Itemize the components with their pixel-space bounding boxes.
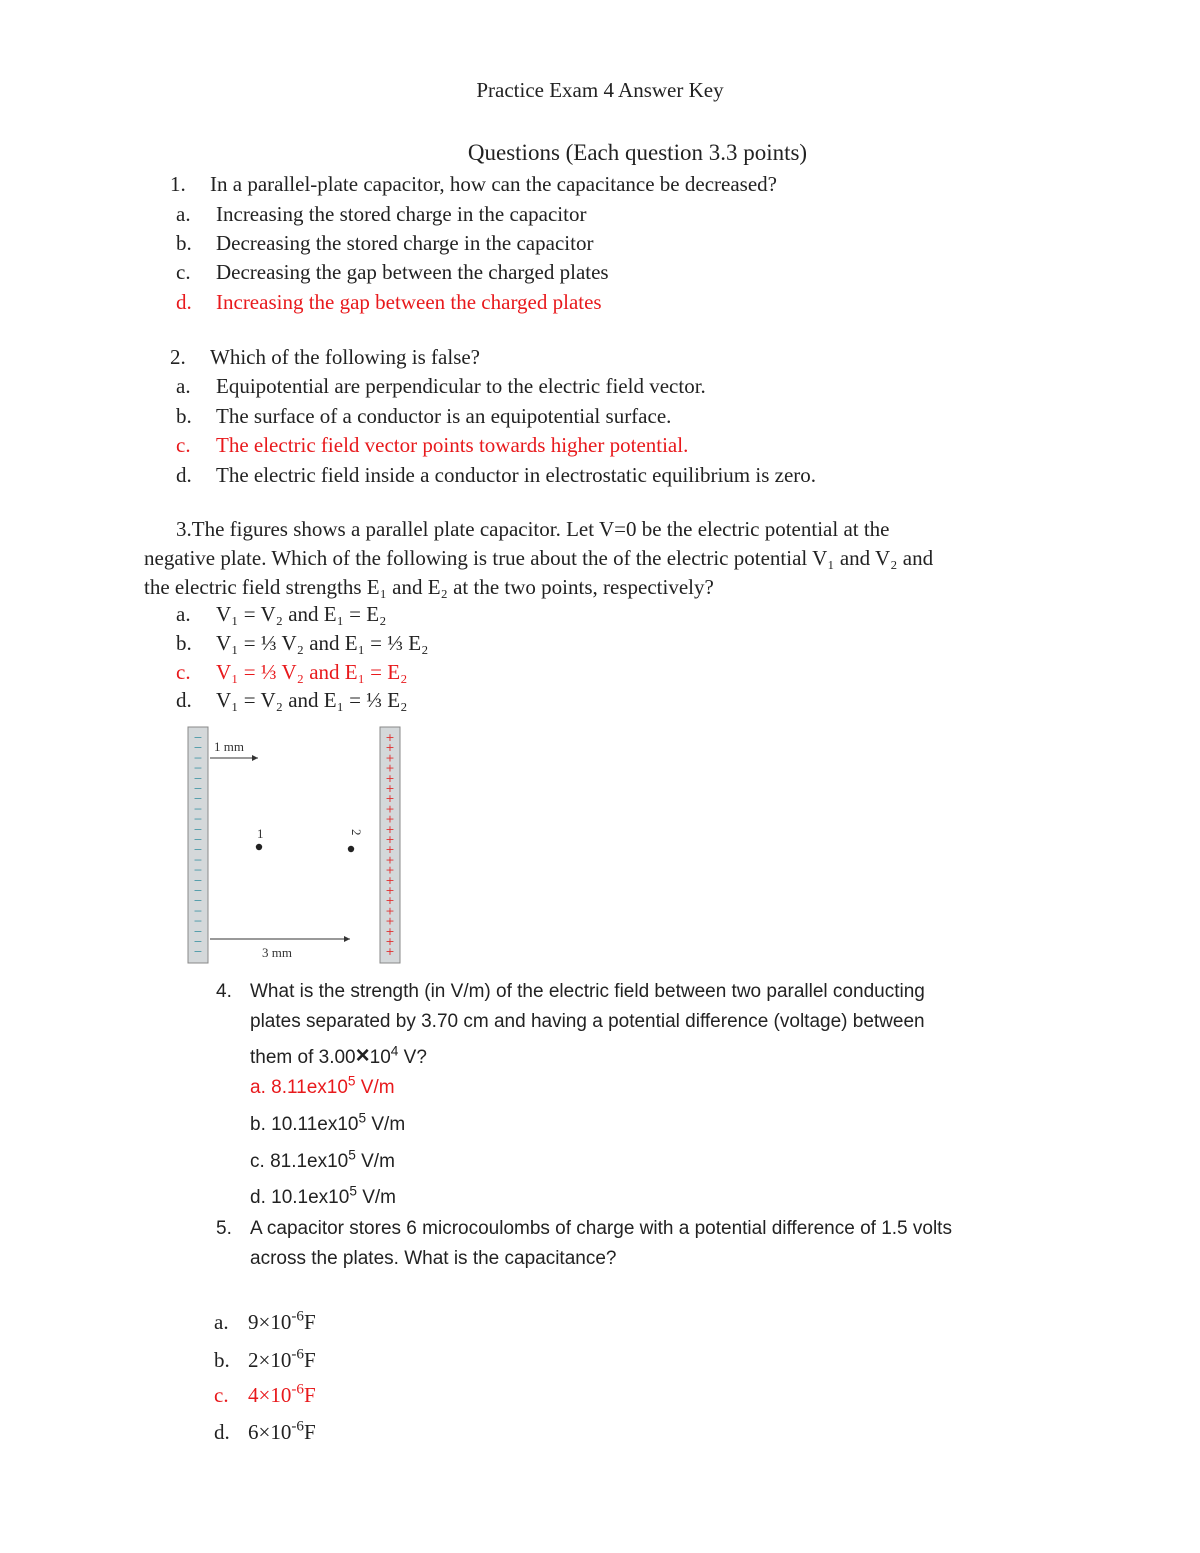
q2-option-c-correct [176, 431, 688, 459]
minus-icon: − [193, 904, 203, 918]
option-label: c. [176, 660, 191, 684]
option-exponent: -6 [291, 1308, 304, 1325]
question-number: 2. [170, 345, 186, 369]
option-unit: V/m [366, 1114, 406, 1135]
option-text: Increasing the gap between the charged plates [216, 290, 602, 314]
option-label: c. [176, 260, 191, 284]
q1-option-b [176, 229, 593, 257]
plus-icon: + [385, 761, 395, 775]
option-mantissa: 9×10 [248, 1310, 292, 1334]
minus-icon: − [193, 935, 203, 948]
plus-icon: + [385, 945, 395, 959]
plus-icon: + [385, 782, 395, 795]
minus-icon: − [193, 731, 203, 744]
option-unit: F [303, 1383, 316, 1407]
option-exponent: 5 [358, 1110, 367, 1126]
plus-icon: + [385, 904, 395, 918]
arrow-head-icon [252, 755, 258, 761]
minus-icon: − [193, 894, 203, 908]
minus-icon: − [193, 914, 203, 928]
option-exponent: 5 [347, 1073, 356, 1089]
option-mantissa: 10.1ex10 [271, 1187, 350, 1208]
option-label: a. [176, 374, 191, 398]
option-mantissa: 6×10 [248, 1420, 292, 1444]
q4-voltage-mantissa: them of 3.00 [250, 1047, 356, 1068]
minus-icon: − [193, 802, 203, 816]
q4-option-d [250, 1184, 396, 1212]
label-1mm: 1 mm [214, 739, 244, 754]
plus-icon: + [385, 843, 395, 857]
plus-icon: + [385, 741, 395, 755]
option-mantissa: 8.11ex10 [271, 1077, 348, 1098]
label-3mm: 3 mm [262, 945, 292, 960]
minus-icon: − [193, 843, 203, 857]
negative-signs [193, 731, 202, 958]
point-2-label: 2 [349, 829, 364, 836]
question-4-line-1: What is the strength (in V/m) of the electric field between two parallel conducting [250, 981, 925, 1002]
option-text: Increasing the stored charge in the capacitor [216, 202, 587, 226]
option-mantissa: 2×10 [248, 1348, 292, 1372]
plus-icon: + [385, 802, 395, 816]
option-mantissa: 81.1ex10 [270, 1151, 349, 1172]
minus-icon: − [193, 873, 203, 887]
option-label: b. [250, 1114, 266, 1135]
question-number: 5. [216, 1218, 232, 1239]
option-exponent: 5 [348, 1147, 356, 1163]
q3-option-d [176, 686, 407, 714]
question-4-line-2: plates separated by 3.70 cm and having a potential difference (voltage) between [250, 1011, 925, 1032]
question-5-line-1: A capacitor stores 6 microcoulombs of charge with a potential difference of 1.5 volts [250, 1218, 952, 1239]
option-label: b. [176, 231, 192, 255]
option-label: a. [214, 1310, 229, 1334]
minus-icon: − [193, 782, 203, 795]
option-exponent: -6 [291, 1346, 304, 1363]
q4-option-c [250, 1148, 395, 1176]
q4-option-b [250, 1111, 405, 1139]
option-unit: F [303, 1310, 316, 1334]
plus-icon: + [385, 873, 395, 887]
section-heading: Questions (Each question 3.3 points) [467, 140, 808, 165]
plus-icon: + [385, 853, 395, 867]
q4-voltage-base: 10 [369, 1047, 391, 1068]
q3-option-c-correct [176, 658, 407, 686]
option-mantissa: 4×10 [248, 1383, 292, 1407]
option-unit: F [303, 1420, 316, 1444]
q3-option-b [176, 629, 428, 657]
question-2 [170, 343, 480, 371]
option-text: The electric field inside a conductor in electrostatic equilibrium is zero. [216, 463, 817, 487]
minus-icon: − [193, 853, 203, 867]
option-text: Equipotential are perpendicular to the electric field vector. [216, 374, 706, 398]
q5-option-a [214, 1308, 316, 1336]
option-text: V₁ = V₂ and E₁ = E₂ [216, 602, 387, 626]
point-2 [348, 846, 354, 852]
capacitor-figure [184, 725, 404, 970]
q5-option-b [214, 1346, 316, 1374]
plus-icon: + [385, 935, 395, 948]
option-unit: V/m [356, 1187, 396, 1208]
q4-voltage-exponent: 4 [390, 1043, 399, 1059]
option-exponent: 5 [349, 1183, 357, 1199]
question-text: In a parallel-plate capacitor, how can the capacitance be decreased? [210, 172, 777, 196]
minus-icon: − [193, 741, 203, 755]
option-label: c. [250, 1151, 265, 1172]
plus-icon: + [385, 751, 395, 765]
option-text: The surface of a conductor is an equipotential surface. [216, 404, 672, 428]
option-text: The electric field vector points towards higher potential. [216, 433, 689, 457]
minus-icon: − [193, 884, 203, 897]
option-unit: F [303, 1348, 316, 1372]
question-5-line-2: across the plates. What is the capacitance? [250, 1248, 617, 1269]
minus-icon: − [193, 771, 203, 785]
q2-option-b [176, 402, 671, 430]
q5-option-d [214, 1418, 316, 1446]
q1-option-d-correct [176, 288, 602, 316]
q5-option-c-correct [214, 1381, 316, 1409]
option-label: d. [176, 463, 192, 487]
times-sign: × [355, 1042, 370, 1069]
option-exponent: -6 [291, 1418, 304, 1435]
option-label: b. [176, 631, 192, 655]
plus-icon: + [385, 894, 395, 908]
plus-icon: + [385, 771, 395, 785]
question-5 [216, 1215, 952, 1243]
minus-icon: − [193, 761, 203, 775]
question-1 [170, 170, 777, 198]
question-text: Which of the following is false? [210, 345, 481, 369]
plus-icon: + [385, 884, 395, 897]
question-4 [216, 978, 925, 1006]
arrow-head-icon [344, 936, 350, 942]
option-text: V₁ = ⅓ V₂ and E₁ = ⅓ E₂ [216, 631, 429, 655]
question-4-line-3 [250, 1042, 427, 1072]
option-label: d. [250, 1187, 266, 1208]
minus-icon: − [193, 792, 203, 806]
minus-icon: − [193, 924, 203, 938]
question-number: 4. [216, 981, 232, 1002]
plus-icon: + [385, 863, 395, 877]
option-unit: V/m [355, 1077, 395, 1098]
option-text: Decreasing the gap between the charged plates [216, 260, 609, 284]
plus-icon: + [385, 914, 395, 928]
option-label: b. [176, 404, 192, 428]
option-label: b. [214, 1348, 230, 1372]
question-3-line-3: the electric field strengths E₁ and E₂ at the two points, respectively? [144, 575, 714, 599]
question-number: 1. [170, 172, 186, 196]
q2-option-a [176, 372, 706, 400]
minus-icon: − [193, 822, 203, 836]
option-label: c. [176, 433, 191, 457]
q4-option-a-correct [250, 1074, 395, 1102]
minus-icon: − [193, 751, 203, 765]
plus-icon: + [385, 924, 395, 938]
minus-icon: − [193, 945, 203, 959]
question-3-line-1: 3.The figures shows a parallel plate capacitor. Let V=0 be the electric potential at the [176, 517, 890, 541]
plus-icon: + [385, 812, 395, 826]
option-unit: V/m [355, 1151, 395, 1172]
plus-icon: + [385, 833, 395, 846]
question-3-line-2: negative plate. Which of the following is true about the of the electric potential V₁ and V₂ and [144, 546, 934, 570]
plus-icon: + [385, 822, 395, 836]
q2-option-d [176, 461, 816, 489]
q4-voltage-unit: V? [398, 1047, 427, 1068]
option-label: d. [214, 1420, 230, 1444]
option-text: V₁ = V₂ and E₁ = ⅓ E₂ [216, 688, 408, 712]
point-1 [256, 844, 262, 850]
option-mantissa: 10.11ex10 [271, 1114, 359, 1135]
option-label: c. [214, 1383, 229, 1407]
minus-icon: − [193, 812, 203, 826]
option-exponent: -6 [291, 1381, 304, 1398]
option-label: a. [176, 202, 191, 226]
option-label: a. [250, 1077, 266, 1098]
q3-option-a [176, 600, 386, 628]
minus-icon: − [193, 833, 203, 846]
option-label: d. [176, 290, 192, 314]
option-label: a. [176, 602, 191, 626]
option-text: V₁ = ⅓ V₂ and E₁ = E₂ [216, 660, 408, 684]
plus-icon: + [385, 792, 395, 806]
positive-signs [385, 731, 394, 958]
option-label: d. [176, 688, 192, 712]
point-1-label: 1 [257, 826, 264, 841]
q1-option-c [176, 258, 609, 286]
q1-option-a [176, 200, 586, 228]
option-text: Decreasing the stored charge in the capacitor [216, 231, 594, 255]
plus-icon: + [385, 731, 395, 744]
minus-icon: − [193, 863, 203, 877]
page-title: Practice Exam 4 Answer Key [476, 78, 724, 102]
